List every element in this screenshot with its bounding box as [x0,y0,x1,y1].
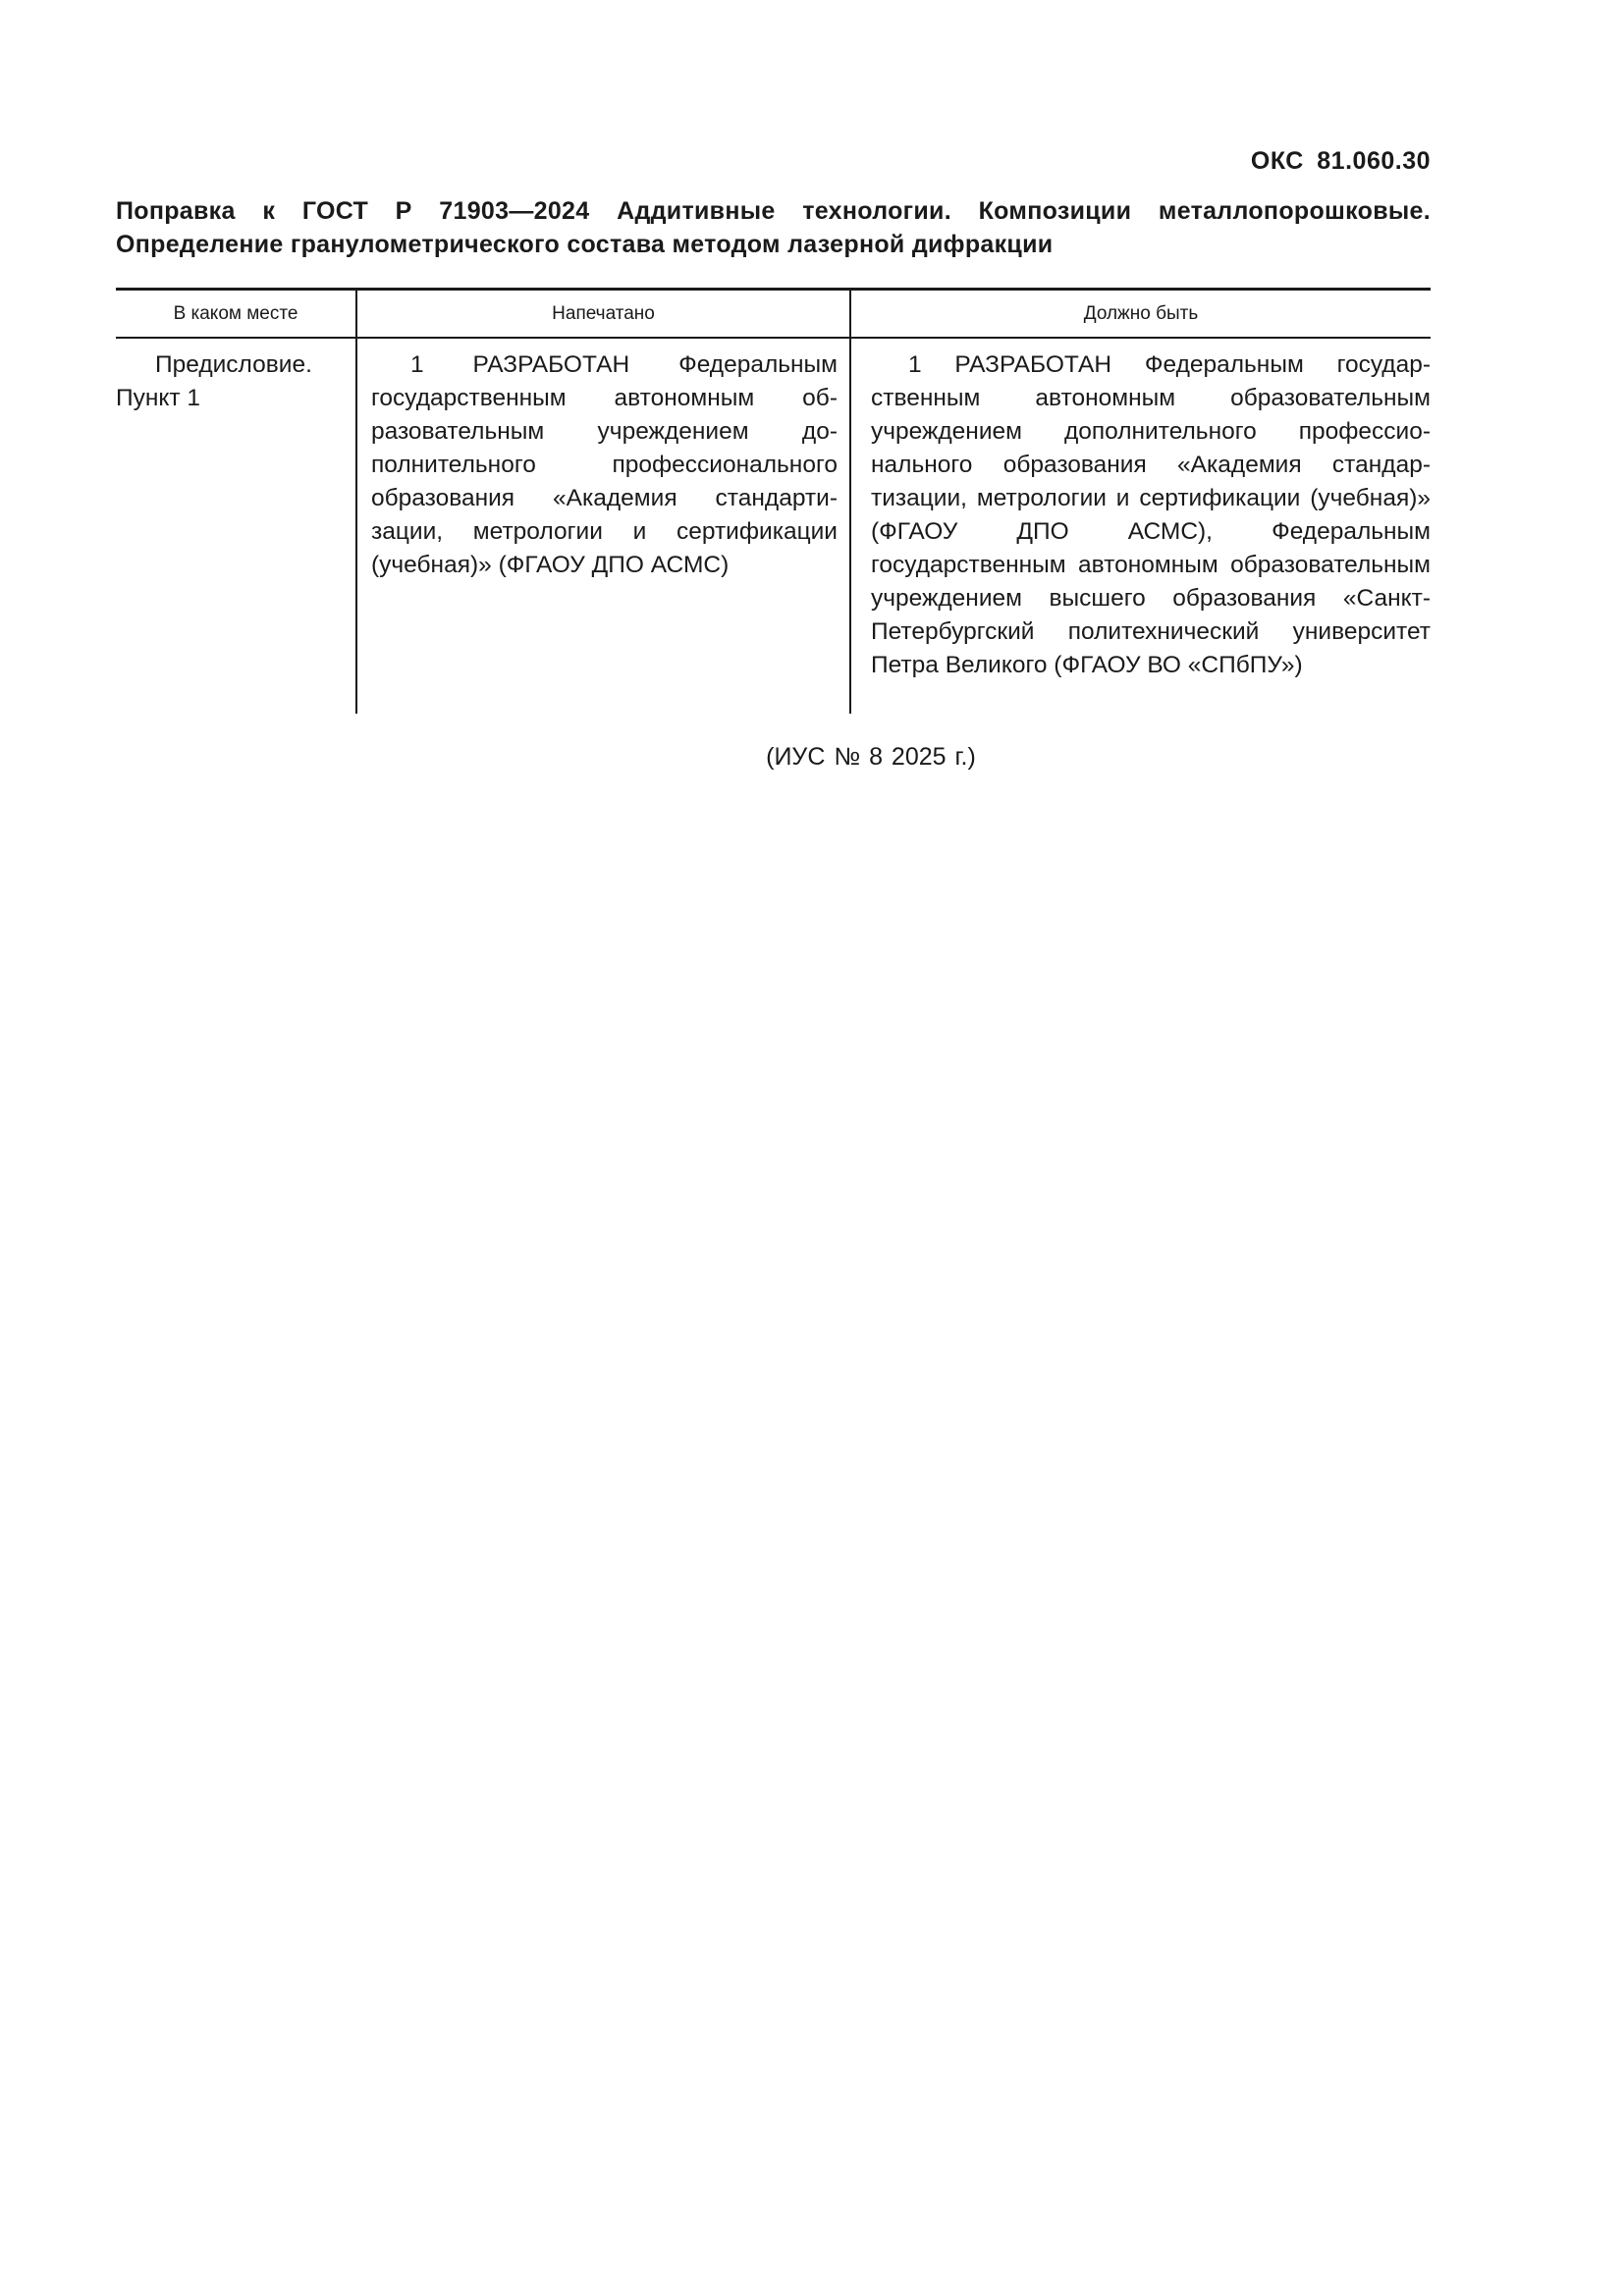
column-header-location: В каком месте [173,302,298,324]
cell-location: Предисловие. Пункт 1 [116,351,312,411]
ius-footer [0,743,1624,772]
ius-reference: (ИУС № 8 2025 г.) [766,743,976,771]
table-header-row [116,291,1431,339]
table-row [116,339,1431,714]
cell-printed: 1 РАЗРАБОТАН Федеральным государственным автономным образовательным учреждением дополнительного профессионального образования «Академия стандартизации, метрологии и сертификации (учебная)» (ФГАОУ ДПО АСМС) [355,339,849,714]
amendment-table [116,288,1431,714]
document-title: Поправка к ГОСТ Р 71903—2024 Аддитивные технологии. Композиции металлопорошковые. Определение гранулометрического состава методом лазерной дифракции [116,197,1431,258]
oks-classification-code: ОКС 81.060.30 [1250,147,1431,175]
cell-should-be: 1 РАЗРАБОТАН Федеральным государственным автономным образовательным учреждением дополнительного профессионального образования «Академия стандартизации, метрологии и сертификации (учебная)» (ФГАОУ ДПО АСМС), Федеральным государственным автономным образовательным учреждением высшего образования «Санкт-Петербургский политехнический университет Петра Великого (ФГАОУ ВО «СПбПУ») [849,339,1431,714]
column-header-should-be: Должно быть [849,291,1431,337]
column-header-printed: Напечатано [355,291,849,337]
